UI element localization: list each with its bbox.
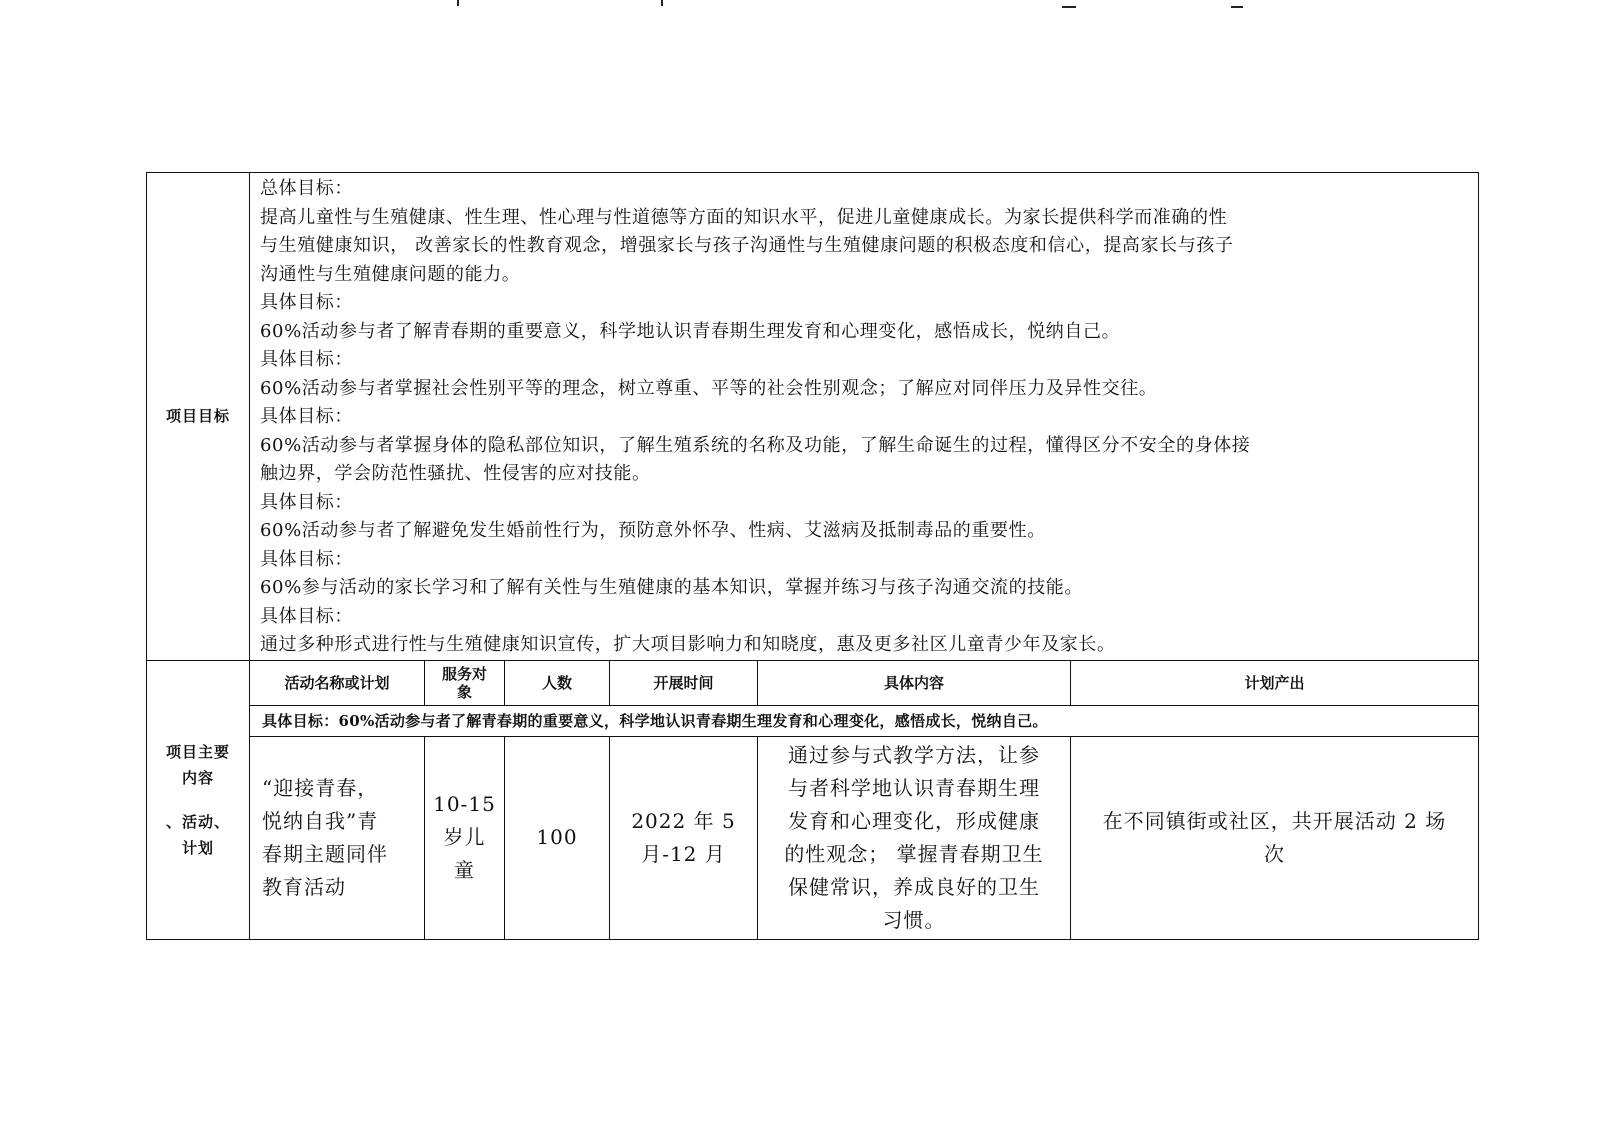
goal-line: 60%参与活动的家长学习和了解有关性与生殖健康的基本知识，掌握并练习与孩子沟通交流的技能。 [260,577,1084,598]
goal-line: 总体目标： [260,178,353,199]
top-mark-4 [1231,0,1243,8]
goal-line: 触边界，学会防范性骚扰、性侵害的应对技能。 [260,463,651,484]
header-target-line: 服务对 [441,664,487,683]
project-form-table [146,172,1479,940]
goal-line: 具体目标： [260,548,353,570]
activity-target-line: 童 [454,858,475,882]
activity-time-cell [610,736,758,939]
activity-output-line: 次 [1264,841,1286,866]
activity-name-line: “迎接青春， [262,775,379,800]
activity-count-cell [505,736,610,939]
top-mark-1 [447,0,459,6]
content-label-line: 计划 [181,838,214,857]
goal-line: 具体目标： [260,491,353,513]
activity-target-line: 岁儿 [443,825,486,849]
activity-name-cell [250,736,425,939]
activity-name-line: 教育活动 [262,874,346,899]
goal-line: 具体目标： [260,292,353,313]
objective-cell [250,705,1479,736]
header-count [505,660,610,705]
activity-content-line: 通过参与式教学方法，让参 [788,742,1040,767]
top-mark-2 [653,0,663,6]
activity-row [147,736,1479,939]
header-target-line: 象 [456,682,472,701]
goal-row [147,173,1479,661]
goal-line: 具体目标： [260,349,353,370]
goal-line: 通过多种形式进行性与生殖健康知识宣传，扩大项目影响力和知晓度，惠及更多社区儿童青少年及家长。 [260,634,1116,655]
objective-text: 具体目标：60%活动参与者了解青春期的重要意义，科学地认识青春期生理发育和心理变化，感悟成长，悦纳自己。 [262,712,1048,730]
activity-count: 100 [536,825,578,849]
goal-label: 项目目标 [165,407,230,426]
label-spacer [147,791,249,809]
header-target [425,660,505,705]
content-label-line: 项目主要 [165,742,230,761]
activity-content-line: 与者科学地认识青春期生理 [788,775,1040,800]
header-output-text: 计划产出 [1244,673,1305,692]
activity-time-line: 2022 年 5 [631,808,736,833]
activity-output-cell [1071,736,1479,939]
top-mark-3 [1062,0,1076,8]
header-count-text: 人数 [541,673,572,692]
header-content [758,660,1071,705]
content-label-line: 、活动、 [165,812,230,831]
content-header-row [147,660,1479,705]
goal-line: 60%活动参与者掌握身体的隐私部位知识，了解生殖系统的名称及功能，了解生命诞生的过程，懂得区分不安全的身体接 [260,434,1251,456]
activity-content-cell [758,736,1071,939]
header-name-text: 活动名称或计划 [284,673,390,692]
activity-content-line: 发育和心理变化，形成健康 [788,808,1040,833]
goal-line: 具体目标： [260,605,353,627]
activity-name-line: 春期主题同伴 [262,841,388,866]
header-time-text: 开展时间 [653,673,714,692]
activity-time-line: 月-12 月 [641,841,726,866]
goal-label-cell [147,173,250,661]
goal-line: 具体目标： [260,406,353,427]
activity-target-cell [425,736,505,939]
activity-output-line: 在不同镇街或社区，共开展活动 2 场 [1102,808,1447,833]
header-time [610,660,758,705]
objective-row [147,705,1479,736]
header-name [250,660,425,705]
goal-line: 沟通性与生殖健康问题的能力。 [260,263,521,285]
goal-text-cell [250,173,1479,661]
activity-content-line: 的性观念； 掌握青春期卫生 [784,841,1044,866]
activity-content-line: 习惯。 [882,907,946,932]
content-label-line: 内容 [181,768,214,787]
content-label-cell [147,660,250,939]
goal-line: 60%活动参与者了解青春期的重要意义，科学地认识青春期生理发育和心理变化，感悟成长，悦纳自己。 [260,320,1121,342]
goal-line: 提高儿童性与生殖健康、性生理、性心理与性道德等方面的知识水平，促进儿童健康成长。为家长提供科学而准确的性 [260,206,1228,228]
activity-target-line: 10-15 [433,792,496,816]
goal-line: 60%活动参与者了解避免发生婚前性行为，预防意外怀孕、性病、艾滋病及抵制毒品的重要性。 [260,520,1046,541]
cropped-top-text [0,0,1600,10]
header-content-text: 具体内容 [883,673,944,692]
goal-line: 60%活动参与者掌握社会性别平等的理念，树立尊重、平等的社会性别观念；了解应对同伴压力及异性交往。 [260,377,1158,399]
activity-content-line: 保健常识，养成良好的卫生 [788,874,1040,899]
goal-line: 与生殖健康知识， 改善家长的性教育观念，增强家长与孩子沟通性与生殖健康问题的积极态度和信心，提高家长与孩子 [260,235,1234,256]
header-output [1071,660,1479,705]
activity-name-line: 悦纳自我”青 [262,808,379,833]
